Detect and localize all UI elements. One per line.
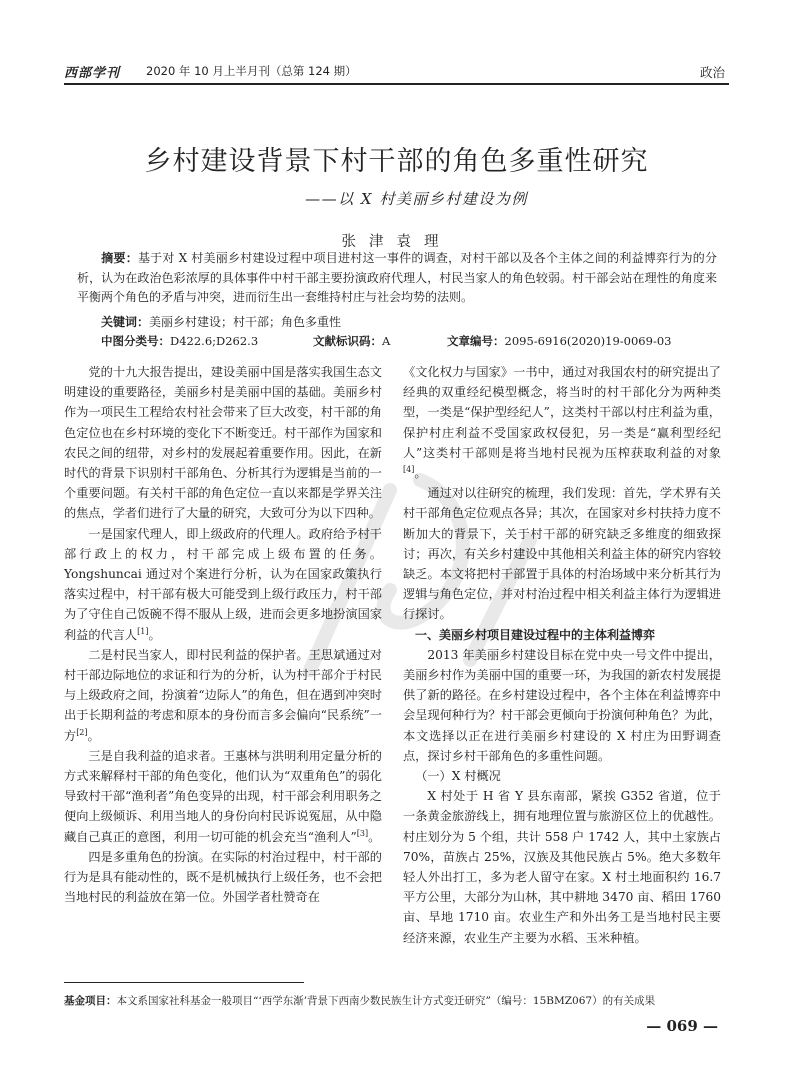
citation-ref: [3] xyxy=(356,828,369,838)
footnote-text: 本文系国家社科基金一般项目“‘西学东渐’背景下西南少数民族生计方式变迁研究”（编号：15BMZ067）的有关成果 xyxy=(116,995,656,1007)
paragraph: 一是国家代理人，即上级政府的代理人。政府给予村干部行政上的权力，村干部完成上级布置的任务。Yongshuncai 通过对个案进行分析，认为在国家政策执行落实过程中，村干部有极大可能受到上级行政压力，村干部为了守住自己饭碗不得不服从上级，进而会更多地扮演国家利益的代言人[1]。 xyxy=(64,526,382,642)
citation-ref: [4] xyxy=(403,464,415,474)
header-rule xyxy=(64,83,729,85)
paragraph: 三是自我利益的追求者。王惠林与洪明利用定量分析的方式来解释村干部的角色变化，他们认为“双重角色”的弱化导致村干部“渔利者”角色变异的出现，村干部会利用职务之便向上级倾诉、利用当地人的身份向村民诉说冤屈，从中隐藏自己真正的意图，利用一切可能的机会充当“渔利人”[3]。 xyxy=(64,748,382,844)
article-title: 乡村建设背景下村干部的角色多重性研究 xyxy=(144,146,649,177)
paragraph: 四是多重角色的扮演。在实际的村治过程中，村干部的行为是具有能动性的，既不是机械执行上级任务，也不会把当地村民的利益放在第一位。外国学者杜赞奇在 xyxy=(64,849,382,905)
paragraph: 二是村民当家人，即村民利益的保护者。王思斌通过对村干部边际地位的求证和行为的分析，认为村干部介于村民与上级政府之间，扮演着“边际人”的角色，但在遇到冲突时出于长期利益的考虑和原本的身份而言多会偏向“民系统”一方[2]。 xyxy=(64,647,382,743)
journal-masthead: 西部学刊 xyxy=(64,66,121,81)
funding-footnote xyxy=(64,993,729,1008)
abstract-text: 基于对 X 村美丽乡村建设过程中项目进村这一事件的调查，对村干部以及各个主体之间的利益博弈行为的分析，认为在政治色彩浓厚的具体事件中村干部主要扮演政府代理人，村民当家人的角色较弱。村干部会站在理性的角度来平衡两个角色的矛盾与冲突，进而衍生出一套维持村庄与社会均势的法则。 xyxy=(77,251,717,304)
page-number: — 069 — xyxy=(646,1017,718,1035)
document-code: 文献标识码：A xyxy=(313,334,391,348)
clc-number: 中图分类号：D422.6;D262.3 xyxy=(101,334,259,348)
paragraph: 《文化权力与国家》一书中，通过对我国农村的研究提出了经典的双重经纪模型概念，将当时的村干部化分为两种类型，一类是“保护型经纪人”，这类村干部以村庄利益为重，保护村庄利益不受国家政权侵犯，另一类是“赢利型经纪人”这类村干部则是将当地村民视为压榨获取利益的对象[4]。 xyxy=(403,365,721,481)
section-name: 政治 xyxy=(699,65,725,80)
abstract xyxy=(77,249,717,308)
keywords-text: 美丽乡村建设；村干部；角色多重性 xyxy=(149,315,342,329)
keywords xyxy=(77,313,717,333)
paragraph: 2013 年美丽乡村建设目标在党中央一号文件中提出，美丽乡村作为美丽中国的重要一环，为我国的新农村发展提供了新的路径。在乡村建设过程中，各个主体在利益博弈中会呈现何种行为？村干部会更倾向于扮演何种角色？为此，本文选择以正在进行美丽乡村建设的 X 村庄为田野调查点，探讨乡村干部角色的多重性问题。 xyxy=(403,647,721,763)
keywords-label: 关键词： xyxy=(101,315,150,329)
citation-ref: [2] xyxy=(76,727,88,737)
abstract-label: 摘要： xyxy=(101,251,138,265)
article-authors: 张津袁理 xyxy=(341,234,452,250)
citation-ref: [1] xyxy=(137,626,149,636)
article-number: 文章编号：2095-6916(2020)19-0069-03 xyxy=(447,334,672,348)
running-header xyxy=(64,62,729,84)
footnote-label: 基金项目： xyxy=(64,995,117,1007)
article-subtitle: ——以 X 村美丽乡村建设为例 xyxy=(305,190,528,208)
footnote-rule xyxy=(64,982,304,983)
section-heading: 一、美丽乡村项目建设过程中的主体利益博弈 xyxy=(415,627,656,642)
right-column xyxy=(403,362,721,948)
left-column xyxy=(64,362,382,907)
issue-info: 2020 年 10 月上半月刊（总第 124 期） xyxy=(146,64,357,78)
paragraph: X 村处于 H 省 Y 县东南部，紧挨 G352 省道，位于一条黄金旅游线上，拥有地理位置与旅游区位上的优越性。村庄划分为 5 个组，共计 558 户 1742 人，其中土家族占 70%，苗族占 25%，汉族及其他民族占 5%。绝大多数年轻人外出打工，多为老人留守在家。X 村土地面积约 16.7 平方公里，大部分为山林，其中耕地 3470 亩、稻田 1760 亩、旱地 1710 亩。农业生产和外出务工是当地村民主要经济来源，农业生产主要为水稻、玉米种植。 xyxy=(403,789,721,945)
paragraph: 党的十九大报告提出，建设美丽中国是落实我国生态文明建设的重要路径，美丽乡村是美丽中国的基础。美丽乡村作为一项民生工程给农村社会带来了巨大改变，村干部的角色定位也在乡村环境的变化下不断变迁。村干部作为国家和农民之间的纽带，对乡村的发展起着重要作用。因此，在新时代的背景下识别村干部角色、分析其行为逻辑是当前的一个重要问题。有关村干部的角色定位一直以来都是学界关注的焦点，学者们进行了大量的研究，大致可分为以下四种。 xyxy=(64,365,382,521)
paragraph: 通过对以往研究的梳理，我们发现：首先，学术界有关村干部角色定位观点各异；其次，在国家对乡村扶持力度不断加大的背景下，关于村干部的研究缺乏多维度的细致探讨；再次，有关乡村建设中其他相关利益主体的研究内容较缺乏。本文将把村干部置于具体的村治场域中来分析其行为逻辑与角色定位，并对村治过程中相关利益主体行为逻辑进行探讨。 xyxy=(403,486,721,622)
subsection-heading: （一）X 村概况 xyxy=(415,769,501,784)
